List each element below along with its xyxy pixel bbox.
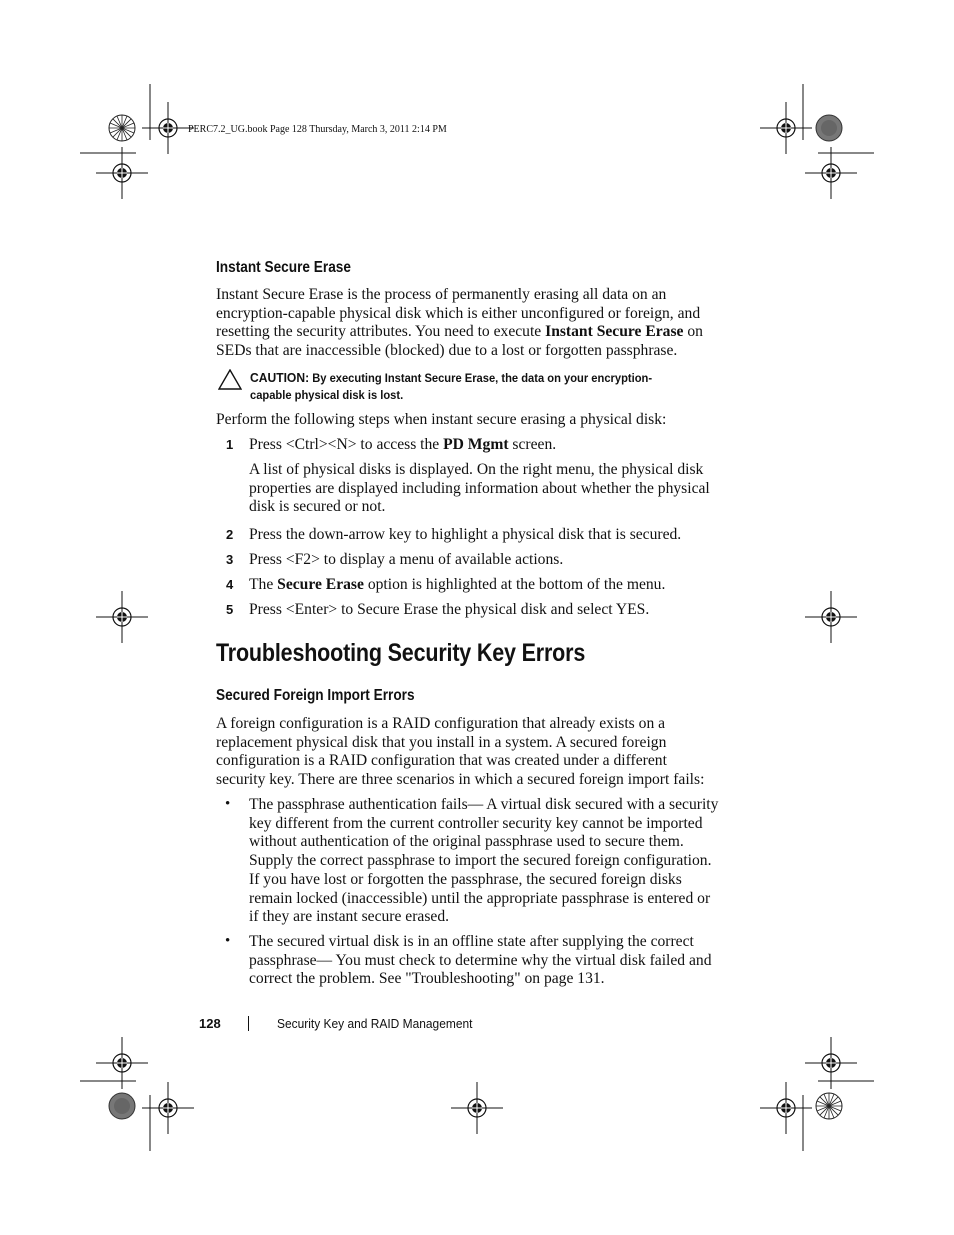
color-wheel-icon [816,115,842,141]
footer-section-title: Security Key and RAID Management [277,1016,473,1031]
intro-text: Instant Secure Erase is the process of permanently erasing all data on an encryption-capable physical disk which is either unconfigured or foreign, and resetting the security attributes. You need to execute [216,286,701,341]
step-text: Press <F2> to display a menu of available actions. [249,551,564,568]
foreign-config-intro: A foreign configuration is a RAID configuration that already exists on a replacement physical disk that you install in a system. A secured foreign configuration is a RAID configuration that was created under a different security key. There are three scenarios in which a secured foreign import fails: [216,715,705,789]
caution-text-start: By executing [309,371,385,385]
caution-text-end: , the data on your encryption-capable physical disk is lost. [250,371,653,402]
step-number: 3 [226,552,234,567]
steps-intro: Perform the following steps when instant secure erasing a physical disk: [216,411,667,428]
step1-detail: A list of physical disks is displayed. On the right menu, the physical disk properties are displayed including information about whether the physical disk is secured or not. [249,461,710,516]
step-number: 4 [226,577,234,592]
step-text-end: option is highlighted at the bottom of the menu. [363,576,666,593]
intro-bold: Instant Secure Erase [545,323,684,341]
registration-mark-icon [760,102,812,154]
bullet-item: The secured virtual disk is in an offline state after supplying the correct passphrase— You must check to determine why the virtual disk failed and correct the problem. See "Troubleshooting" on page 131. [249,933,712,988]
registration-mark-icon [96,147,148,199]
bullet-marker: • [225,796,231,812]
step-text [249,436,719,455]
step-number: 5 [226,602,234,617]
subheading-secured-foreign-import-errors: Secured Foreign Import Errors [216,687,415,704]
step-text [249,576,719,595]
book-file-info: PERC7.2_UG.book Page 128 Thursday, March 3, 2011 2:14 PM [188,124,447,135]
bullet-marker: • [225,933,231,949]
step-text: Press the down-arrow key to highlight a physical disk that is secured. [249,526,682,543]
step-number: 2 [226,527,234,542]
registration-mark-icon [805,147,857,199]
caution-label: CAUTION: [250,370,310,385]
page-number: 128 [199,1016,221,1031]
instant-secure-erase-intro [216,286,716,361]
color-wheel-icon [816,1093,842,1119]
color-wheel-icon [109,1093,135,1119]
registration-mark-icon [96,591,148,643]
step-bold: PD Mgmt [443,436,509,453]
footer-divider [248,1016,249,1031]
intro-text-end: on SEDs that are inaccessible (blocked) due to a lost or forgotten passphrase. [216,323,703,360]
registration-mark-icon [760,1082,812,1134]
heading-troubleshooting-security-key-errors: Troubleshooting Security Key Errors [216,639,586,667]
step-text-end: screen. [508,436,557,453]
registration-mark-icon [805,591,857,643]
bullet-item: The passphrase authentication fails— A virtual disk secured with a security key different from the current controller security key cannot be imported without authentication of the original passphrase used to secure them. Supply the correct passphrase to import the secured foreign configuration. If you have lost or forgotten the passphrase, the secured foreign disks remain locked (inaccessible) until the appropriate passphrase is entered or if they are instant secure erased. [249,796,719,926]
registration-mark-icon [451,1082,503,1134]
step-text-start: Press <Ctrl><N> to access the [249,436,444,453]
caution-triangle-icon [218,369,242,390]
step-text: Press <Enter> to Secure Erase the physical disk and select YES. [249,601,650,618]
caution-bold: Instant Secure Erase [384,371,496,385]
color-wheel-icon [109,115,135,141]
step-bold: Secure Erase [277,576,364,593]
section-title-instant-secure-erase: Instant Secure Erase [216,259,351,276]
step-number: 1 [226,437,234,452]
caution-text [250,369,687,404]
step-text-start: The [249,576,278,593]
